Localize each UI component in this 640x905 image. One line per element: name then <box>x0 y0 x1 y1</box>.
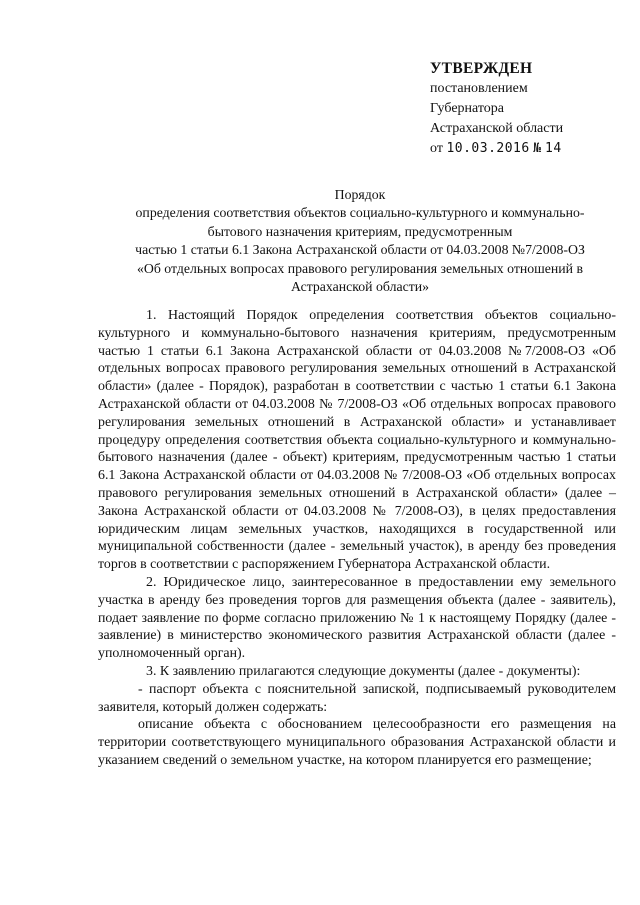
paragraph-5: описание объекта с обоснованием целесообразности его размещения на территории соответствующего муниципального образования Астраханской области и указанием сведений о земельном участке, на котором планируется его размещение; <box>98 717 616 768</box>
document-body <box>98 307 616 770</box>
title-line-4: частью 1 статьи 6.1 Закона Астраханской области от 04.03.2008 №7/2008-ОЗ <box>135 242 585 258</box>
title-line-5: «Об отдельных вопросах правового регулирования земельных отношений в <box>136 260 584 276</box>
paragraph-3: 3. К заявлению прилагаются следующие документы (далее - документы): <box>146 663 581 679</box>
approval-line-3: Астраханской области <box>430 121 564 136</box>
approval-block <box>430 59 630 159</box>
approval-line-2: Губернатора <box>430 101 505 116</box>
approval-line-1: постановлением <box>430 81 528 96</box>
approval-date-line <box>430 139 630 159</box>
approval-title: УТВЕРЖДЕН <box>430 60 533 77</box>
title-line-3: бытового назначения критериям, предусмотренным <box>207 223 513 239</box>
approval-date-prefix: от <box>430 141 443 156</box>
paragraph-2: 2. Юридическое лицо, заинтересованное в предоставлении ему земельного участка в аренду без проведения торгов для размещения объекта (далее - заявитель), подает заявление по форме согласно приложению № 1 к настоящему Порядку (далее - заявление) в министерство экономического развития Астраханской области (далее - уполномоченный орган). <box>98 574 616 662</box>
title-line-1: Порядок <box>334 187 386 202</box>
approval-number-sign: № <box>533 141 542 156</box>
title-line-2: определения соответствия объектов социально-культурного и коммунально- <box>135 205 585 221</box>
paragraph-4: - паспорт объекта с пояснительной запиской, подписываемый руководителем заявителя, который должен содержать: <box>98 681 616 715</box>
paragraph-1: 1. Настоящий Порядок определения соответствия объектов социально-культурного и коммунально-бытового назначения критериям, предусмотренным частью 1 статьи 6.1 Закона Астраханской области от 04.03.2008 №7/2008-ОЗ «Об отдельных вопросах правового регулирования земельных отношений в Астраханской области» (далее - Порядок), разработан в соответствии с частью 1 статьи 6.1 Закона Астраханской области от 04.03.2008 № 7/2008-ОЗ «Об отдельных вопросах правового регулирования земельных отношений в Астраханской области» и устанавливает процедуру определения соответствия объекта социально-культурного и коммунально-бытового назначения (далее - объект) критериям, предусмотренным частью 1 статьи 6.1 Закона Астраханской области от 04.03.2008 № 7/2008-ОЗ «Об отдельных вопросах правового регулирования земельных отношений в Астраханской области» (далее – Закона Астраханской области от 04.03.2008 № 7/2008-ОЗ), в целях предоставления юридическим лицам земельных участков, находящихся в государственной или муниципальной собственности (далее - земельный участок), в аренду без проведения торгов в соответствии с распоряжением Губернатора Астраханской области. <box>98 308 616 573</box>
approval-date: 10.03.2016 <box>446 141 530 156</box>
title-line-6: Астраханской области» <box>290 279 430 295</box>
document-title <box>100 186 620 296</box>
approval-number: 14 <box>545 141 562 156</box>
